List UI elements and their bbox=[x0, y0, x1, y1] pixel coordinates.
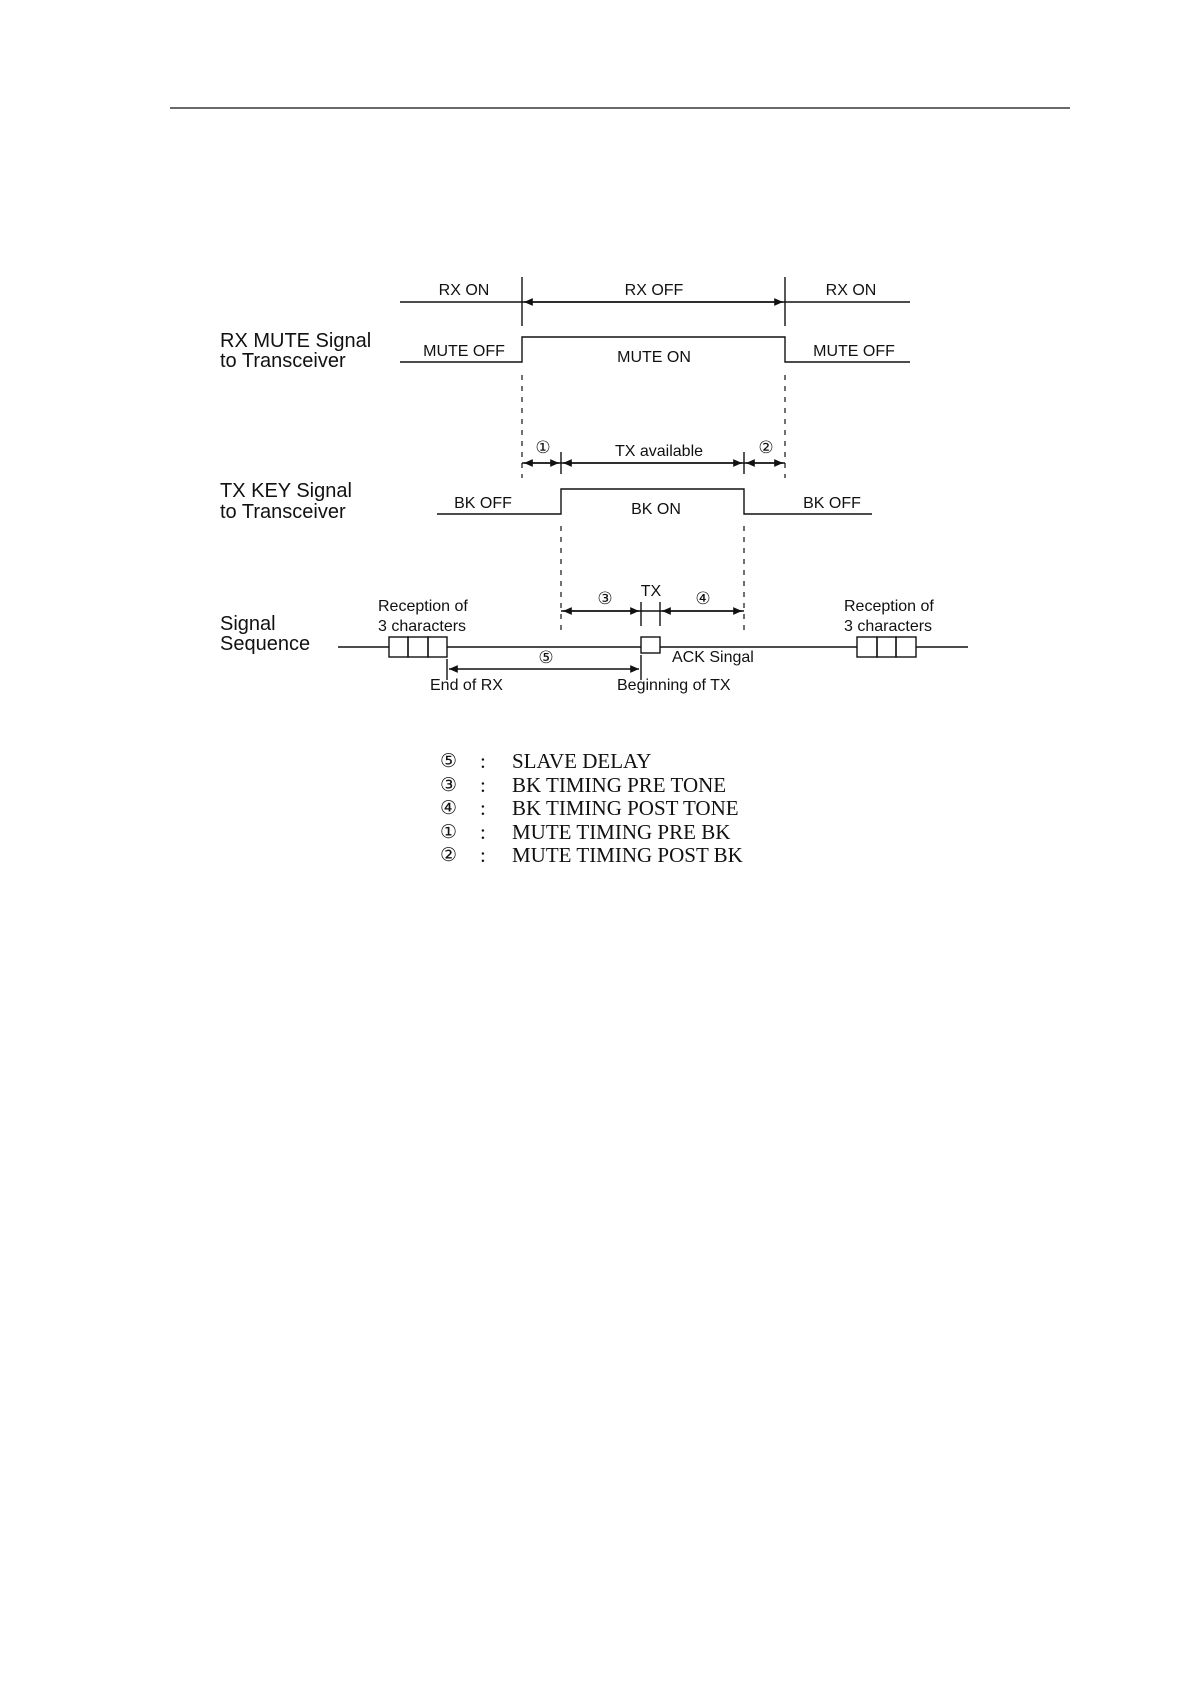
legend-text: BK TIMING PRE TONE bbox=[512, 772, 727, 797]
signal-sequence bbox=[220, 598, 968, 666]
legend-row bbox=[440, 750, 743, 774]
legend-marker: ⑤ bbox=[440, 750, 458, 772]
rx-char-1-left bbox=[389, 637, 408, 657]
bk-off-left-label: BK OFF bbox=[454, 495, 512, 512]
legend-marker: ④ bbox=[440, 797, 458, 819]
legend-colon: : bbox=[480, 749, 486, 773]
tx-available-label: TX available bbox=[614, 443, 704, 460]
legend-text: MUTE TIMING PRE BK bbox=[512, 819, 731, 844]
rx-mute-title-line2: to Transceiver bbox=[220, 350, 346, 372]
tx-key-title-line1: TX KEY Signal bbox=[220, 480, 352, 502]
rx-mute-title-line1: RX MUTE Signal bbox=[220, 330, 372, 352]
legend-marker: ① bbox=[440, 820, 458, 843]
legend-text: MUTE TIMING POST BK bbox=[512, 843, 743, 867]
marker-5: ⑤ bbox=[538, 648, 554, 668]
bk-off-right-label: BK OFF bbox=[803, 495, 861, 512]
rx-char-2-left bbox=[408, 637, 428, 657]
tone-timing-row bbox=[561, 583, 744, 626]
legend-marker: ③ bbox=[440, 773, 458, 796]
rx-off-label: RX OFF bbox=[624, 282, 684, 299]
legend-row bbox=[440, 774, 743, 798]
legend-colon: : bbox=[480, 796, 486, 820]
reception-left-line2: 3 characters bbox=[378, 618, 467, 635]
legend-row bbox=[440, 844, 743, 868]
rx-mute-signal bbox=[220, 330, 910, 372]
tx-available-row bbox=[522, 438, 785, 474]
end-of-rx-label: End of RX bbox=[430, 677, 503, 694]
rx-char-3-right bbox=[896, 637, 916, 657]
tx-key-title-line2: to Transceiver bbox=[220, 501, 346, 523]
legend-text: SLAVE DELAY bbox=[512, 749, 652, 773]
legend-marker: ② bbox=[440, 844, 458, 866]
mute-off-right-label: MUTE OFF bbox=[813, 343, 895, 360]
legend-row bbox=[440, 797, 743, 821]
ack-signal-box bbox=[641, 637, 660, 653]
rx-char-1-right bbox=[857, 637, 877, 657]
rx-on-left-label: RX ON bbox=[438, 282, 490, 299]
tx-key-signal bbox=[220, 480, 872, 523]
rx-state-row bbox=[400, 277, 910, 326]
rx-char-3-left bbox=[428, 637, 447, 657]
marker-3: ③ bbox=[597, 589, 613, 609]
legend bbox=[440, 750, 743, 868]
marker-1: ① bbox=[535, 438, 551, 458]
marker-2: ② bbox=[758, 438, 774, 458]
legend-colon: : bbox=[480, 843, 486, 867]
rx-on-right-label: RX ON bbox=[825, 282, 877, 299]
legend-row bbox=[440, 821, 743, 845]
legend-colon: : bbox=[480, 819, 486, 844]
ack-signal-label: ACK Singal bbox=[672, 649, 754, 666]
legend-text: BK TIMING POST TONE bbox=[512, 796, 739, 820]
bk-on-label: BK ON bbox=[631, 501, 681, 518]
tx-label: TX bbox=[640, 583, 662, 600]
reception-left-line1: Reception of bbox=[378, 598, 468, 615]
reception-right-line1: Reception of bbox=[844, 598, 934, 615]
signal-sequence-title-line2: Sequence bbox=[220, 633, 311, 655]
legend-colon: : bbox=[480, 772, 486, 797]
marker-4: ④ bbox=[695, 589, 711, 609]
mute-on-label: MUTE ON bbox=[617, 349, 691, 366]
beginning-of-tx-label: Beginning of TX bbox=[617, 677, 731, 694]
signal-sequence-title-line1: Signal bbox=[220, 613, 276, 635]
reception-right-line2: 3 characters bbox=[844, 618, 933, 635]
rx-char-2-right bbox=[877, 637, 896, 657]
mute-off-left-label: MUTE OFF bbox=[423, 343, 505, 360]
